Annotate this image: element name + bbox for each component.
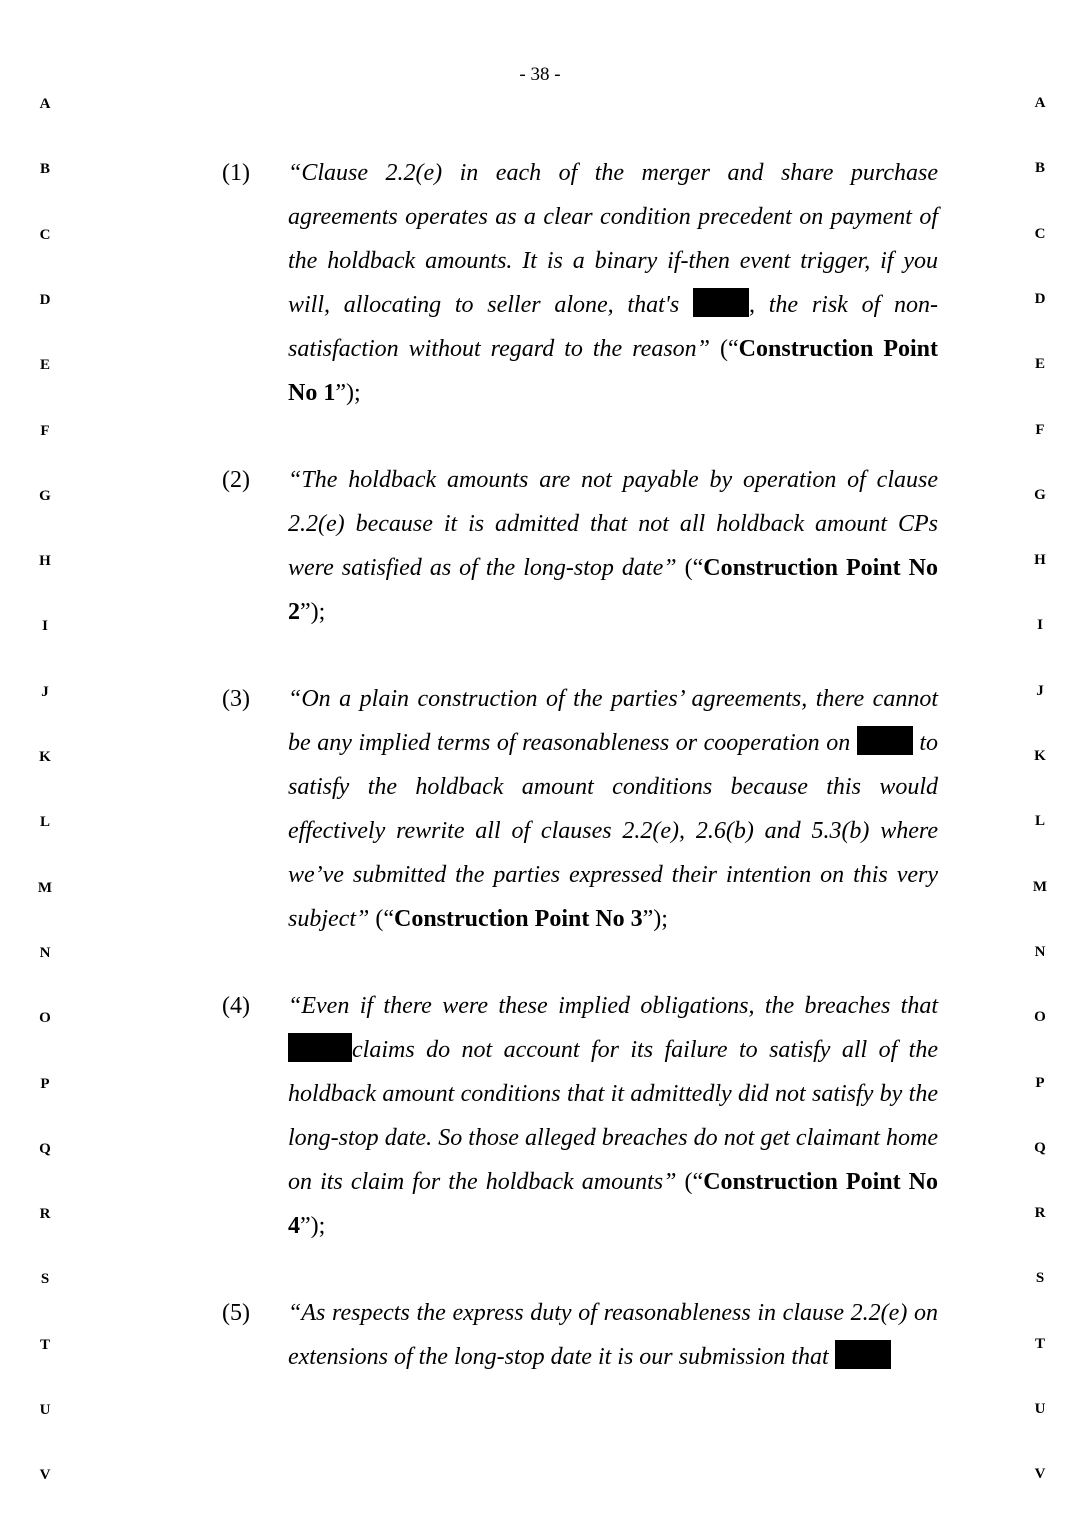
margin-letter: L [1034, 813, 1045, 830]
margin-letter: C [39, 226, 51, 243]
margin-letter: K [1034, 748, 1046, 764]
margin-letter: V [39, 1467, 51, 1484]
defined-term: Construction Point No 4 [288, 1169, 939, 1239]
redaction-block [693, 288, 749, 317]
defined-term-open: (“ [710, 336, 739, 362]
margin-letter: E [1034, 356, 1045, 373]
page-number: - 38 - [519, 64, 561, 85]
margin-letter: P [40, 1075, 50, 1092]
quoted-text: “On a plain construction of the parties’ agreements, there cannot be any implied terms of reasonableness or cooperation on [288, 686, 938, 756]
margin-letter: I [42, 618, 48, 635]
paragraph-number: (2) [222, 467, 250, 493]
paragraph-text [288, 984, 938, 1248]
margin-letter: O [39, 1010, 51, 1027]
margin-letter: J [1036, 682, 1044, 699]
margin-letter: G [1034, 486, 1046, 503]
defined-term: Construction Point No 2 [288, 555, 938, 625]
paragraph-4 [222, 984, 938, 1248]
margin-letter: D [39, 291, 51, 308]
margin-letter: U [1034, 1401, 1046, 1417]
paragraph-number: (4) [222, 993, 250, 1019]
margin-letter: B [39, 161, 50, 178]
defined-term: Construction Point No 1 [288, 336, 939, 406]
quoted-text: to satisfy the holdback amount conditions because this would effectively rewrite all of clauses 2.2(e), 2.6(b) and 5.3(b) where we’ve submitted the parties expressed their intention on this very subject” [288, 730, 938, 932]
margin-letter: B [1034, 160, 1045, 177]
paragraph-text [288, 1291, 938, 1379]
quoted-text: “The holdback amounts are not payable by operation of clause 2.2(e) because it is admitted that not all holdback amount CPs were satisfied as of the long-stop date” [288, 467, 938, 581]
paragraph-number: (1) [222, 160, 250, 186]
paragraph-3 [222, 677, 938, 941]
margin-letter: I [1037, 617, 1043, 634]
quoted-text: , the risk of non-satisfaction without regard to the reason” [288, 292, 939, 362]
paragraph-2 [222, 458, 938, 634]
defined-term-close: ”); [300, 599, 326, 625]
margin-letter: O [1034, 1009, 1046, 1026]
margin-letter: A [1034, 95, 1046, 111]
margin-letter: G [39, 487, 51, 504]
margin-letter: N [39, 944, 51, 961]
margin-letter: D [1034, 290, 1046, 307]
margin-letter: F [40, 422, 50, 439]
margin-letter: V [1034, 1466, 1046, 1483]
paragraph-text [288, 151, 938, 415]
margin-letter: Q [1034, 1139, 1046, 1156]
quoted-text: claims do not account for its failure to satisfy all of the holdback amount conditions that it admittedly did not satisfy by the long-stop date. So those alleged breaches do not get claimant home on its claim for the holdback amounts” [288, 1037, 938, 1195]
defined-term-close: ”); [642, 906, 668, 932]
margin-letter: H [1034, 552, 1046, 569]
defined-term-open: (“ [676, 555, 704, 581]
redaction-block [857, 726, 913, 755]
defined-term-open: (“ [676, 1169, 704, 1195]
margin-letter: T [1034, 1335, 1045, 1352]
paragraph-5 [222, 1291, 938, 1379]
margin-letter: F [1035, 421, 1045, 438]
margin-letter: H [39, 553, 51, 570]
quoted-text: “Even if there were these implied obligations, the breaches that [288, 993, 938, 1019]
margin-letter: P [1035, 1074, 1045, 1091]
paragraph-text [288, 677, 938, 941]
margin-letter: R [39, 1206, 51, 1223]
margin-letter: J [41, 683, 49, 700]
margin-letter: E [39, 357, 50, 374]
paragraph-text [288, 458, 938, 634]
margin-letter: R [1034, 1205, 1046, 1222]
defined-term: Construction Point No 3 [393, 906, 643, 932]
margin-letter: S [40, 1271, 50, 1288]
margin-letter: T [39, 1336, 50, 1353]
margin-letter: M [37, 879, 53, 896]
redaction-block [288, 1033, 352, 1062]
defined-term-close: ”); [300, 1213, 326, 1239]
defined-term-open: (“ [369, 906, 394, 932]
defined-term-close: ”); [335, 380, 361, 406]
quoted-text: “Clause 2.2(e) in each of the merger and share purchase agreements operates as a clear condition precedent on payment of the holdback amounts. It is a binary if-then event trigger, if you will, allocating to seller alone, that's [288, 160, 938, 318]
paragraph-number: (5) [222, 1300, 250, 1326]
margin-letter: Q [39, 1140, 51, 1157]
quoted-text: “As respects the express duty of reasonableness in clause 2.2(e) on extensions of the long-stop date it is our submission that [288, 1300, 938, 1370]
redaction-block [835, 1340, 891, 1369]
margin-letter: C [1034, 225, 1046, 242]
paragraph-number: (3) [222, 686, 250, 712]
margin-letter: N [1034, 943, 1046, 960]
margin-letter: U [39, 1402, 51, 1418]
margin-letter: S [1035, 1270, 1045, 1287]
margin-letter: K [39, 749, 51, 765]
margin-letter: A [39, 96, 51, 112]
margin-letter: L [39, 814, 50, 831]
margin-letter: M [1032, 878, 1048, 895]
paragraph-1 [222, 151, 938, 415]
